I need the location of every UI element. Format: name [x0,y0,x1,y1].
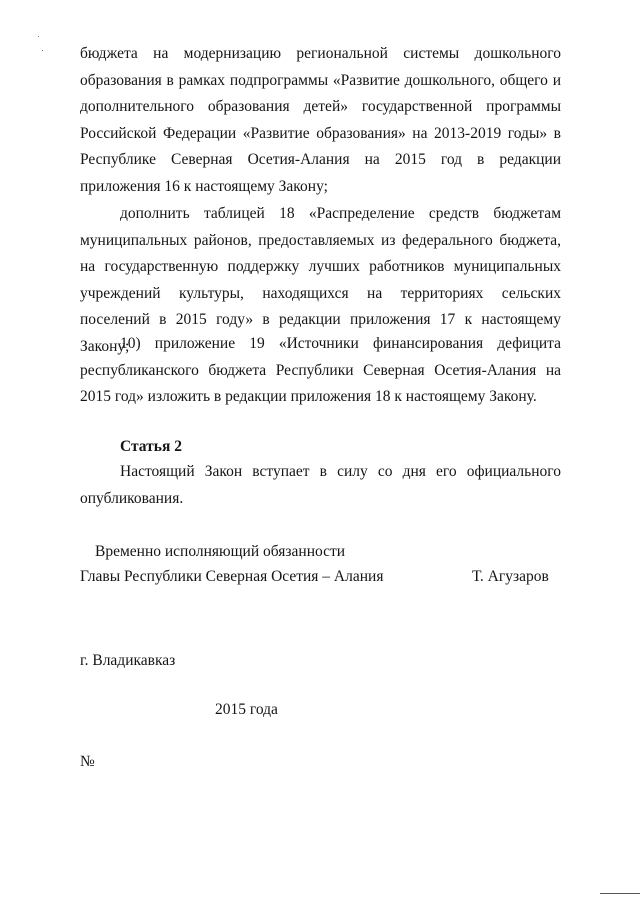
paragraph-budget-modernization: бюджета на модернизацию региональной системы дошкольного образования в рамках подпрограммы «Развитие дошкольного, общего и дополнительного образования детей» государственной программы Российской Федерации «Развитие образования» на 2013-2019 годы» в Республике Северная Осетия-Алания на 2015 год в редакции приложения 16 к настоящему Закону; [80,45,561,195]
paragraph-table-18: дополнить таблицей 18 «Распределение средств бюджетам муниципальных районов, предоставляемых из федерального бюджета, на государственную поддержку лучших работников муниципальных учреждений культуры, находящихся на территориях сельских поселений в 2015 году» в редакции приложения 17 к настоящему Закону; [80,205,561,355]
article-text: Настоящий Закон вступает в силу со дня его официального опубликования. [80,463,561,507]
page-edge-mark [600,893,640,894]
city-line: г. Владикавказ [80,652,176,669]
signature-name: Т. Агузаров [472,568,549,585]
paragraph-appendix-19: 10) приложение 19 «Источники финансирования дефицита республиканского бюджета Республики Северная Осетия-Алания на 2015 год» изложить в редакции приложения 18 к настоящему Закону. [80,335,561,406]
article-heading: Статья 2 [120,438,182,455]
number-sign: № [80,753,95,770]
signature-title-line-2: Главы Республики Северная Осетия – Алания [80,568,384,585]
date-line: 2015 года [215,701,278,718]
scan-speck [42,50,43,51]
scan-speck [38,36,39,37]
signature-title-line-1: Временно исполняющий обязанности [95,543,346,560]
